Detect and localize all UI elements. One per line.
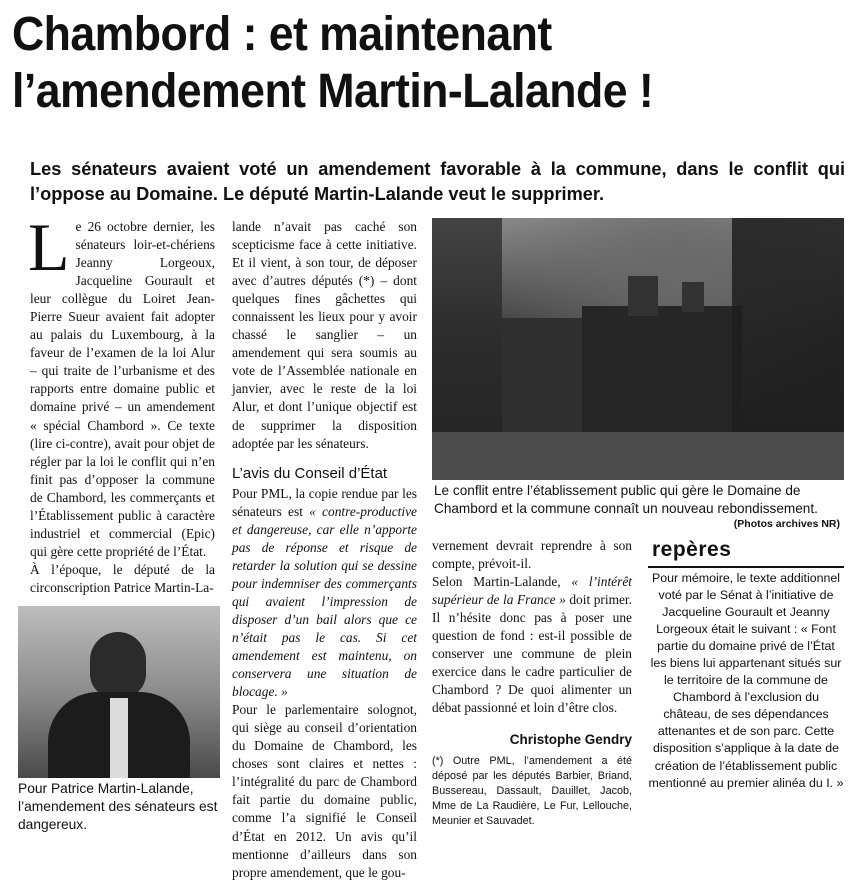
portrait-head: [90, 632, 146, 698]
column2-paragraph-1: lande n’avait pas caché son scepticisme face à cette initiative. Et il vient, à son tour, de déposer avec d’autres députés (*) – dont quelques fines gâchettes qui connaissent les lieux pour y avoir chassé le sanglier – un amendement qui sera soumis au vote de l’Assemblée nationale en janvier, avec le reste de la loi Alur, et dont l’unique objectif est de supprimer la disposition adoptée par les sénateurs.: [232, 219, 417, 451]
subhead-conseil-etat: L’avis du Conseil d’État: [232, 464, 388, 482]
portrait-photo: [18, 606, 220, 778]
column3-quote: « l’intérêt supérieur de la France »: [432, 574, 632, 608]
portrait-shirt: [110, 698, 128, 778]
standfirst: Les sénateurs avaient voté un amendement favorable à la commune, dans le conflit qui l’oppose au Domaine. Le député Martin-Lalande veut le supprimer.: [30, 159, 845, 204]
portrait-caption: Pour Patrice Martin-Lalande, l’amendement des sénateurs est dangereux.: [18, 781, 218, 832]
photo-caption: Le conflit entre l’établissement public qui gère le Domaine de Chambord et la commune connaît un nouveau rebondissement.: [434, 483, 818, 516]
column1-paragraph-1: e 26 octobre dernier, les sénateurs loir-et-chériens Jeanny Lorgeoux, Jacqueline Gourault et leur collègue du Loiret Jean-Pierre Sueur avaient fait adopter au palais du Luxembourg, à la faveur de l’examen de la loi Alur – qui traite de l’urbanisme et des rapports entre domaine public et domaine privé – un amendement « spécial Chambord ». Ce texte (lire ci-contre), avait pour objet de régler par la loi le conflit qui n’en finit pas d’opposer la commune de Chambord, les commerçants et l’Établissement public à caractère industriel et commercial (Epic) qui gère cette propriété de l’État.: [30, 219, 215, 559]
reperes-rule: [648, 566, 844, 568]
headline: [12, 6, 784, 120]
column3-paragraph-1: vernement devrait reprendre à son compte, prévoit-il.: [432, 538, 632, 572]
column3-paragraph-2-end: doit primer. Il n’hésite donc pas à poser une question de fond : est-il possible de conserver une commune de plein exercice dans le cadre particulier de Chambord ? De quoi alimenter un débat passionné et loin d’être clos.: [432, 592, 632, 716]
drop-cap: L: [28, 209, 70, 285]
column2-paragraph-2: Pour PML, la copie rendue par les sénateurs est: [232, 485, 417, 519]
reperes-box: [648, 540, 844, 824]
column2-quote: « contre-productive et dangereuse, car elle n’apporte pas de réponse et risque de retarder la solution qui se dessine pour indemniser des commerçants qui avaient l’impression de disposer d’un bail alors que ce n’était pas le cas. Si cet amendement est maintenu, on conservera une situation de blocage. »: [232, 503, 417, 700]
reperes-body: Pour mémoire, le texte additionnel voté par le Sénat à l’initiative de Jacqueline Gourault et Jeanny Lorgeoux était le suivant : « Font partie du domaine privé de l’État les biens lui appartenant situés sur le territoire de la commune de Chambord à l’exclusion du château, de ses dépendances attenantes et de son parc. Cette disposition s’applique à la date de création de l’établissement public mentionné au premier alinéa du I. »: [648, 571, 844, 790]
photo-credit: (Photos archives NR): [733, 518, 840, 530]
article-signature: Christophe Gendry: [509, 732, 632, 747]
column1-paragraph-2: À l’époque, le député de la circonscription Patrice Martin-La-: [30, 561, 215, 595]
headline-line-2: l’amendement Martin-Lalande !: [12, 65, 654, 118]
column2-paragraph-3: Pour le parlementaire solognot, qui siège au conseil d’orientation du Domaine de Chambord, les choses sont claires et nettes : l’intégralité du parc de Chambord fait partie du domaine public, comme l’a signifié le Conseil d’État en 2012. Un avis qu’il mentionne d’ailleurs dans son propre amendement, que le gou-: [232, 702, 417, 880]
chambord-photo: [432, 218, 844, 480]
column3-paragraph-2: Selon Martin-Lalande,: [432, 574, 572, 590]
headline-line-1: Chambord : et maintenant: [12, 8, 552, 61]
article-column-3: [432, 537, 632, 717]
reperes-title: repères: [652, 538, 732, 561]
footnote: (*) Outre PML, l’amendement a été déposé par les députés Barbier, Briand, Bussereau, Dassault, Dauillet, Jacob, Mme de La Raudière, Le Fur, Lellouche, Meunier et Sauvadet.: [432, 755, 632, 827]
article-column-1: [28, 209, 215, 597]
article-column-2: [232, 218, 417, 882]
